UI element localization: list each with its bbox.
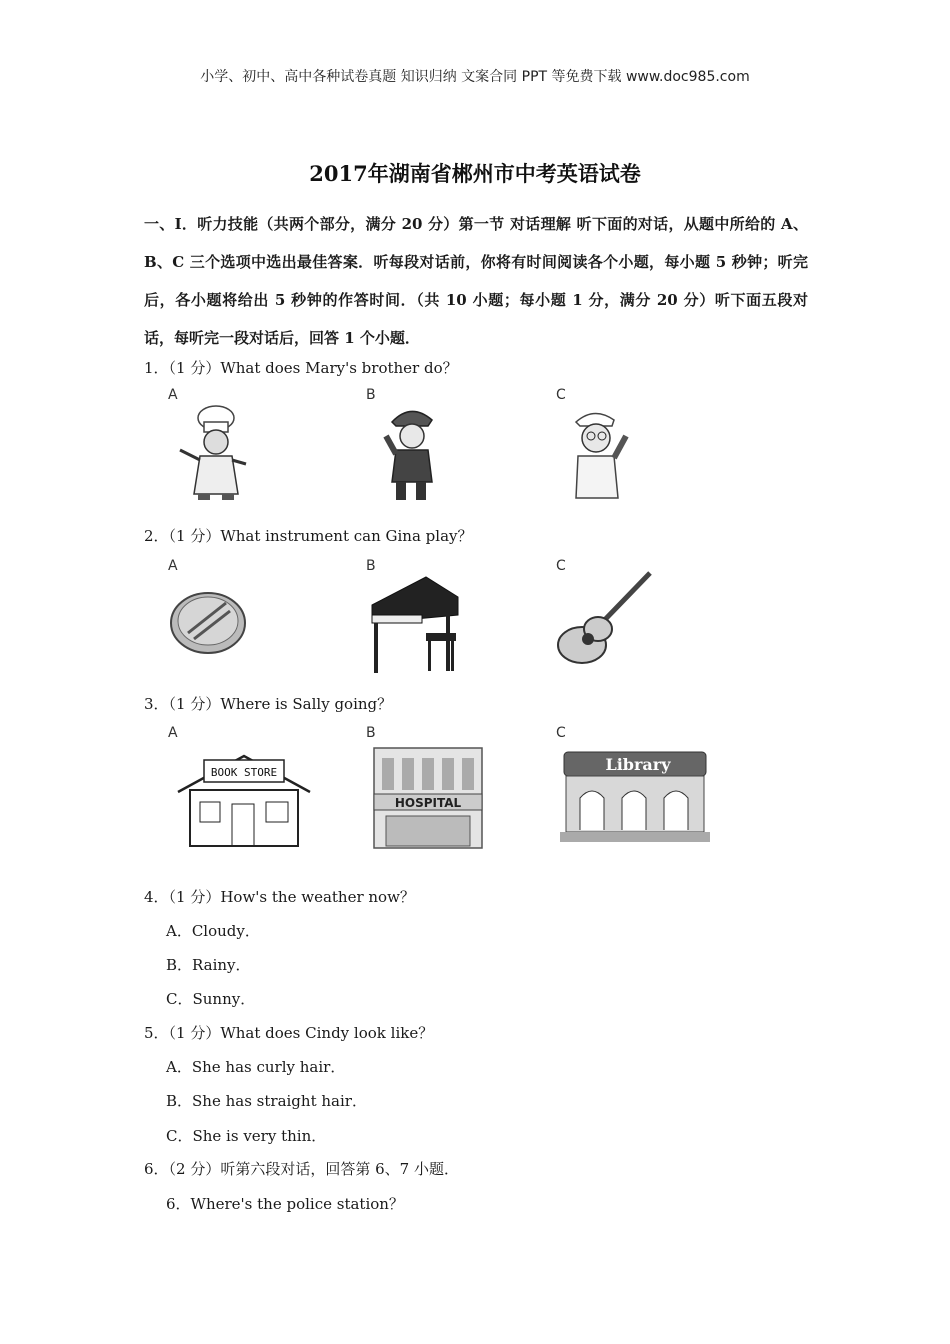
cook-icon [168,392,258,507]
option-letter: A [168,387,178,403]
option-letter: B [366,725,376,741]
picture-option-3b[interactable] [366,725,486,850]
option-letter: A [168,725,178,741]
section-instructions: 一、Ⅰ．听力技能（共两个部分，满分 20 分）第一节 对话理解 听下面的对话，从题中所给的 A、B、C 三个选项中选出最佳答案．听每段对话前，你将有时间阅读各个小题，每小题 5 秒钟；听完后，各小题将给出 5 秒钟的作答时间．（共 10 小题；每小题 1 分，满分 20 分）听下面五段对话，每听完一段对话后，回答 1 个小题． [144,215,808,347]
option-4b[interactable]: B．Rainy． [166,956,251,974]
library-sign: Library [605,755,671,774]
book-store-sign: BOOK STORE [210,766,278,779]
option-5c[interactable]: C．She is very thin． [166,1127,327,1145]
hospital-icon [366,730,486,850]
picture-option-1c[interactable] [556,387,646,507]
page-title: 2017年湖南省郴州市中考英语试卷 [309,161,641,186]
picture-option-3c[interactable] [556,725,711,850]
option-letter: C [556,558,566,574]
question-5: 5．（1 分）What does Cindy look like？ [144,1024,434,1042]
picture-option-2c[interactable] [556,558,656,673]
drum-icon [168,563,268,673]
police-officer-icon [366,392,456,507]
option-5b[interactable]: B．She has straight hair． [166,1092,367,1110]
hospital-sign: HOSPITAL [394,796,462,810]
question-4: 4．（1 分）How's the weather now？ [144,888,415,906]
picture-option-3a[interactable] [168,725,320,850]
book-store-icon [168,730,320,850]
picture-option-2a[interactable] [168,558,268,673]
option-4c[interactable]: C．Sunny． [166,990,256,1008]
picture-option-1a[interactable] [168,387,258,507]
option-letter: B [366,387,376,403]
option-4a[interactable]: A．Cloudy． [166,922,260,940]
option-letter: A [168,558,178,574]
question-6: 6．（2 分）听第六段对话，回答第 6、7 小题． [144,1160,459,1178]
question-2: 2．（1 分）What instrument can Gina play？ [144,527,473,545]
library-icon [556,730,711,850]
picture-option-2b[interactable] [366,558,466,678]
option-letter: B [366,558,376,574]
question-1: 1．（1 分）What does Mary's brother do？ [144,359,458,377]
option-5a[interactable]: A．She has curly hair． [166,1058,346,1076]
picture-option-1b[interactable] [366,387,456,507]
page-header: 小学、初中、高中各种试卷真题 知识归纳 文案合同 PPT 等免费下载 www.doc985.com [200,69,750,85]
guitar-icon [556,563,656,673]
piano-icon [366,563,466,678]
doctor-icon [556,392,646,507]
option-letter: C [556,725,566,741]
question-3: 3．（1 分）Where is Sally going？ [144,695,393,713]
question-6-sub: 6．Where's the police station？ [166,1195,404,1213]
option-letter: C [556,387,566,403]
